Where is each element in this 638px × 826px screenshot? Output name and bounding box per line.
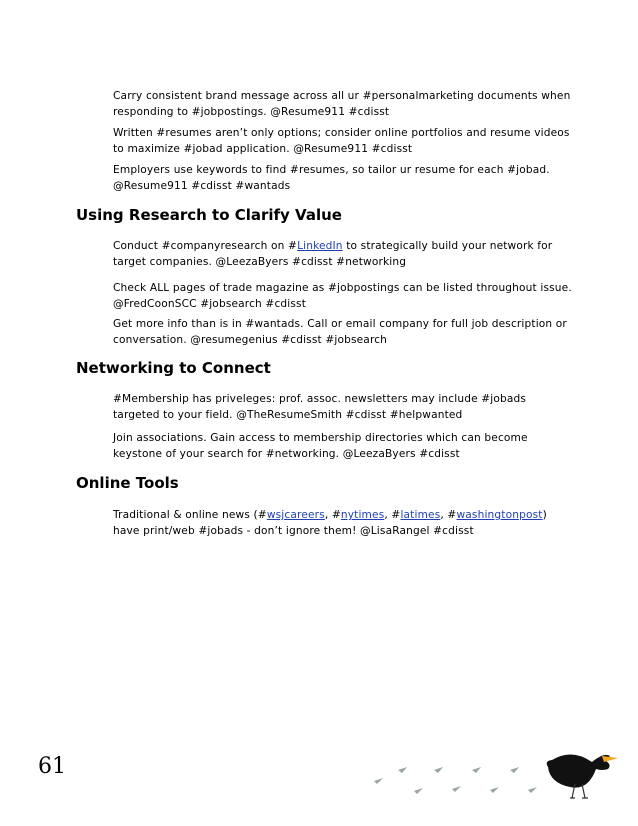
tip-associations: Join associations. Gain access to membership directories which can become keystone of your search for #networking. @LeezaByers #cdisst xyxy=(113,432,528,460)
tip-online-portfolios: Written #resumes aren’t only options; consider online portfolios and resume videos to maximize #jobad application. @Resume911 #cdisst xyxy=(113,127,570,155)
tip-news xyxy=(113,507,573,539)
tip-text: , # xyxy=(440,509,457,521)
tip-text: Traditional & online news (# xyxy=(113,509,267,521)
tip-keywords: Employers use keywords to find #resumes, so tailor ur resume for each #jobad. @Resume911 #cdisst #wantads xyxy=(113,164,550,192)
tip-text: to strategically build your network for target companies. @LeezaByers #cdisst #networking xyxy=(113,240,553,268)
bird-body xyxy=(547,754,618,798)
tip-text: ) have print/web #jobads - don’t ignore them! @LisaRangel #cdisst xyxy=(113,509,547,537)
tip-more-info: Get more info than is in #wantads. Call or email company for full job description or conversation. @resumegenius #cdisst #jobsearch xyxy=(113,318,567,346)
link-nytimes[interactable]: nytimes xyxy=(340,509,385,521)
heading-research: Using Research to Clarify Value xyxy=(76,206,342,224)
link-linkedin[interactable]: LinkedIn xyxy=(297,240,343,252)
tip-text: , # xyxy=(324,509,341,521)
page-number: 61 xyxy=(38,754,66,779)
tip-company-research xyxy=(113,238,573,270)
link-washingtonpost[interactable]: washingtonpost xyxy=(456,509,543,521)
tip-trade-magazine: Check ALL pages of trade magazine as #jobpostings can be listed throughout issue. @FredCoonSCC #jobsearch #cdisst xyxy=(113,282,572,310)
link-latimes[interactable]: latimes xyxy=(400,509,441,521)
tip-text: , # xyxy=(384,509,401,521)
tip-membership: #Membership has priveleges: prof. assoc. newsletters may include #jobads targeted to your field. @TheResumeSmith #cdisst #helpwanted xyxy=(113,393,527,421)
tip-brand-message: Carry consistent brand message across all ur #personalmarketing documents when responding to #jobpostings. @Resume911 #cdisst xyxy=(113,90,571,118)
link-wsjcareers[interactable]: wsjcareers xyxy=(266,509,325,521)
tip-text: Conduct #companyresearch on # xyxy=(113,240,298,252)
heading-networking: Networking to Connect xyxy=(76,359,271,377)
blackbird-icon xyxy=(370,744,620,804)
heading-online-tools: Online Tools xyxy=(76,474,179,492)
footprints-icon xyxy=(374,767,537,794)
